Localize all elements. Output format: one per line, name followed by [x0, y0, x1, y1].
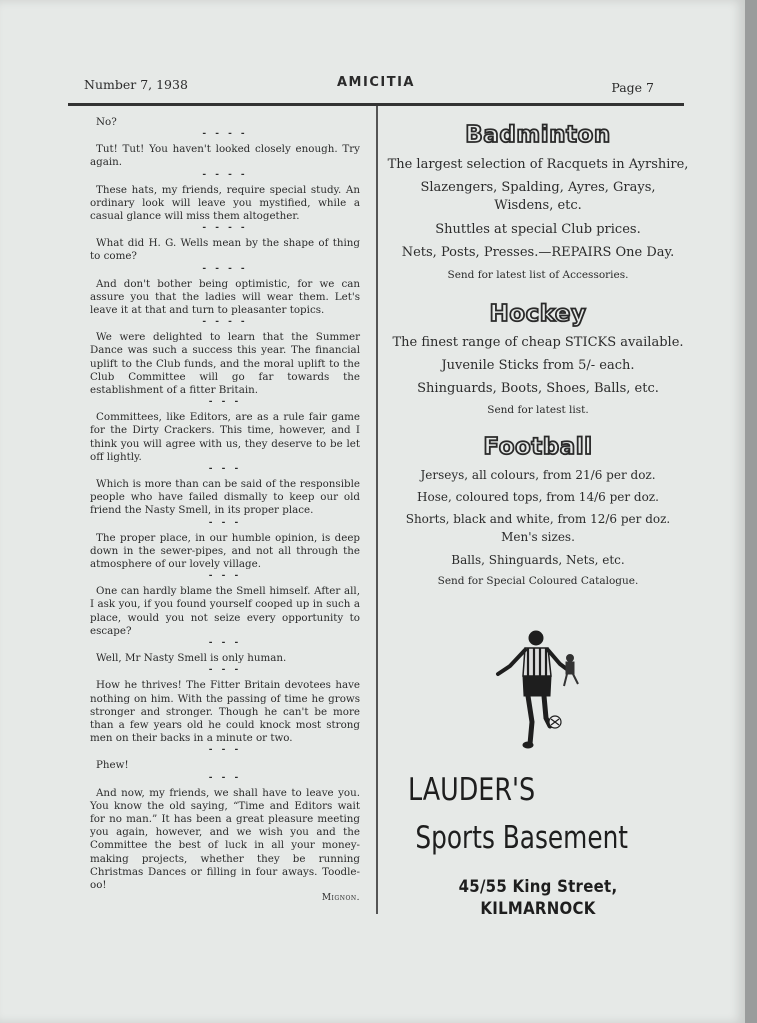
paragraph: No? [96, 116, 117, 128]
paragraph: The proper place, in our humble opinion, is deep down in the sewer-pipes, and not all through the atmosphere of our lovely village. [90, 531, 360, 571]
issue-number: Number 7, 1938 [84, 77, 188, 92]
footballer-figure [498, 631, 568, 748]
ad-line: Wisdens, etc. [494, 198, 582, 213]
separator: - - - - [202, 317, 248, 328]
paragraph: How he thrives! The Fitter Britain devotees have nothing on him. With the passing of time he grows stronger and stronger. Though he can't be more than a few years old he could knock most strong men on their backs in a minute or two. [90, 679, 360, 745]
separator: - - - - [202, 223, 248, 234]
paragraph: One can hardly blame the Smell himself. After all, I ask you, if you found yourself cooped up in such a place, would you not seize every opportunity to escape? [90, 585, 360, 637]
ad-line: Shuttles at special Club prices. [435, 222, 641, 237]
publication-title: AMICITIA [337, 75, 415, 90]
hockey-heading: Hockey [489, 301, 587, 327]
ad-note: Send for latest list of Accessories. [447, 269, 629, 281]
shop-name: LAUDER'S [407, 772, 536, 808]
ad-note: Send for Special Coloured Catalogue. [437, 575, 639, 587]
paragraph: Well, Mr Nasty Smell is only human. [96, 652, 287, 665]
football-heading: Football [483, 434, 593, 460]
ad-line: The finest range of cheap STICKS available. [392, 335, 684, 350]
ad-line: Nets, Posts, Presses.—REPAIRS One Day. [401, 245, 675, 260]
paragraph: Committees, like Editors, are as a rule fair game for the Dirty Crackers. This time, however, and I think you will agree with us, they deserve to be let off lightly. [90, 411, 360, 463]
ad-line: Men's sizes. [501, 530, 575, 544]
separator: - - - [208, 571, 242, 582]
separator: - - - [208, 517, 242, 528]
shop-block [385, 772, 691, 920]
paragraph: Phew! [96, 759, 129, 772]
ad-line: Hose, coloured tops, from 14/6 per doz. [417, 490, 659, 504]
paragraph: Which is more than can be said of the responsible people who have failed dismally to keep our old friend the Nasty Smell, in its proper place. [90, 478, 360, 517]
separator: - - - [208, 464, 242, 475]
ad-line: Shorts, black and white, from 12/6 per doz. [405, 512, 671, 526]
badminton-heading: Badminton [465, 122, 611, 148]
paragraph: What did H. G. Wells mean by the shape of thing to come? [90, 237, 360, 263]
paragraph: We were delighted to learn that the Summer Dance was such a success this year. The financial uplift to the Club funds, and the moral uplift to the Club Committee will go far towards the establishment of a fitter Britain. [90, 331, 360, 397]
separator: - - - [208, 665, 242, 676]
small-figure [564, 655, 578, 687]
shop-subtitle: Sports Basement [415, 820, 629, 856]
ad-line: Balls, Shinguards, Nets, etc. [451, 553, 625, 567]
paragraph: And don't bother being optimistic, for we can assure you that the ladies will wear them. Let's leave it at that and turn to pleasanter topics. [90, 277, 360, 317]
paragraph: And now, my friends, we shall have to leave you. You know the old saying, “Time and Editors wait for no man.” It has been a great pleasure meeting you again, however, and we wish you and the Committee the best of luck in all your money-making projects, whether they be running Christmas Dances or filling in four aways. Toodle-oo! [90, 786, 360, 891]
paragraph: These hats, my friends, require special study. An ordinary look will leave you mystified, while a casual glance will miss them altogether. [90, 183, 360, 223]
separator: - - - [208, 772, 242, 783]
ad-line: Juvenile Sticks from 5/- each. [441, 358, 635, 373]
ad-line: The largest selection of Racquets in Ayrshire, [387, 157, 689, 172]
column-divider [376, 106, 378, 914]
separator: - - - - [202, 263, 248, 274]
ad-note: Send for latest list. [487, 404, 589, 416]
page-header [68, 72, 684, 106]
separator: - - - [208, 638, 242, 649]
footballer-illustration [488, 626, 588, 750]
paragraph: Tut! Tut! You haven't looked closely enough. Try again. [90, 143, 360, 169]
author-signature: Mignon. [321, 893, 360, 904]
ball-icon [549, 716, 561, 728]
ad-line: Shinguards, Boots, Shoes, Balls, etc. [417, 381, 659, 396]
advertisement [385, 120, 691, 589]
ad-line: Jerseys, all colours, from 21/6 per doz. [420, 468, 656, 482]
article-column [90, 116, 360, 905]
ad-line: Slazengers, Spalding, Ayres, Grays, [420, 180, 656, 195]
separator: - - - - [202, 129, 248, 140]
separator: - - - - [202, 169, 248, 180]
page-number: Page 7 [611, 80, 654, 95]
separator: - - - [208, 745, 242, 756]
shop-address: 45/55 King Street, KILMARNOCK [458, 877, 618, 919]
separator: - - - [208, 397, 242, 408]
